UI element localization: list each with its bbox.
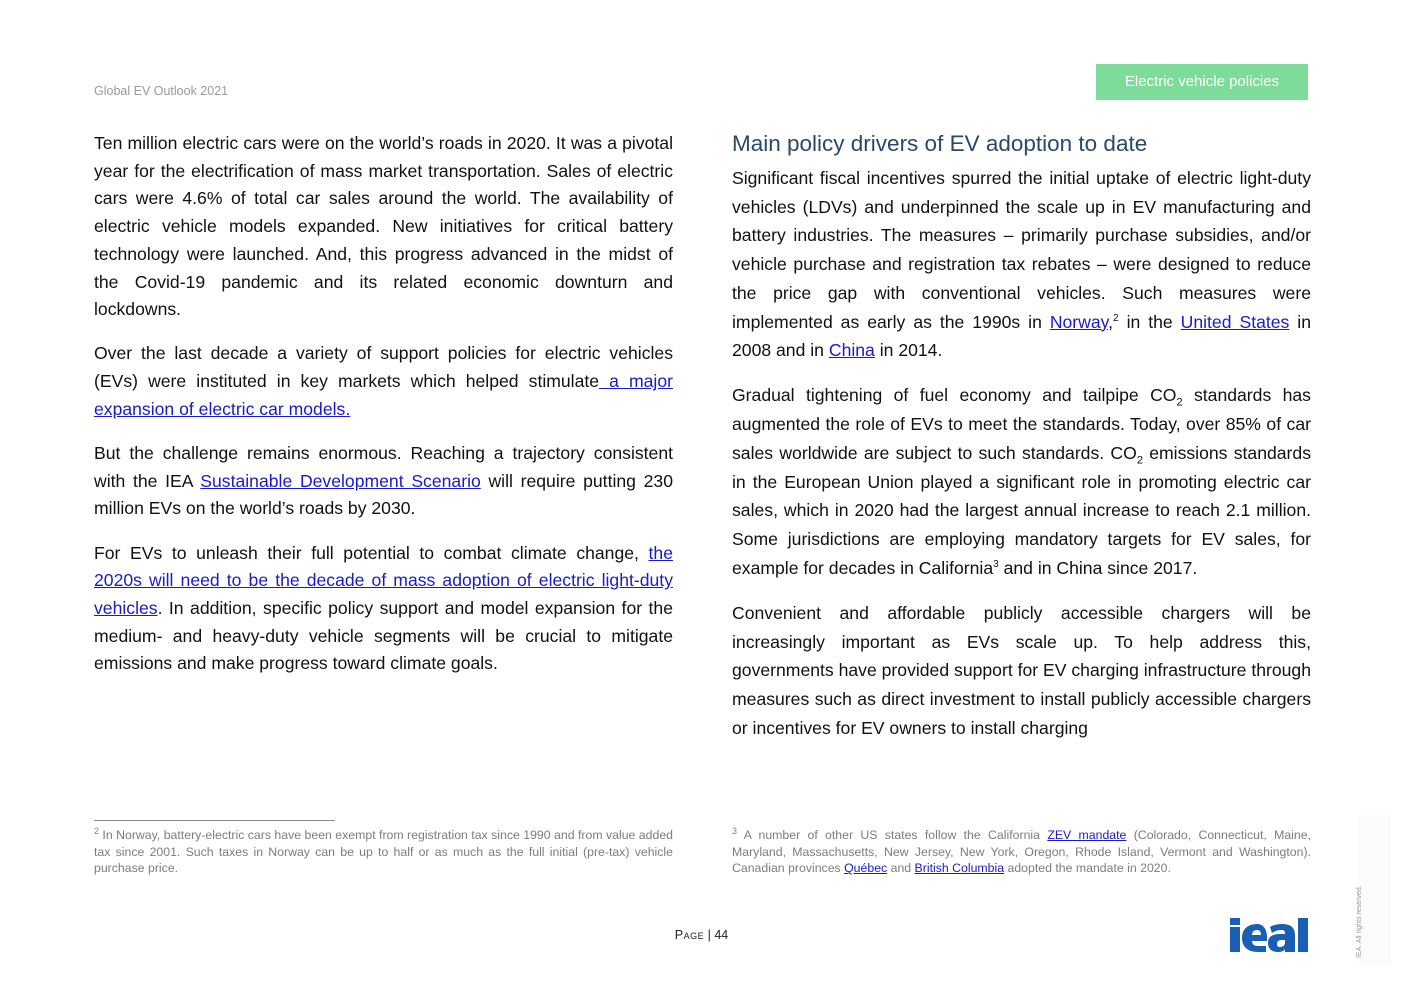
footnote-2: $^2$ In Norway, battery-electric cars have been exempt from registration tax since 1990 and from value added tax since 2001. Such taxes in Norway can be up to half or as much as the full initial (pre-tax) vehicle purchase price.: [94, 825, 673, 876]
paragraph: But the challenge remains enormous. Reaching a trajectory consistent with the IEA Sustainable Development Scenario will require putting 230 million EVs on the world’s roads by 2030.: [94, 443, 673, 519]
footnote-ref: 2: [1113, 312, 1119, 324]
sds-link[interactable]: Sustainable Development Scenario: [200, 470, 481, 491]
footnote-divider: [94, 820, 335, 821]
copyright-notice: IEA. All rights reserved.: [1356, 885, 1363, 958]
mass-adoption-link[interactable]: the 2020s will need to be the decade of mass adoption of electric light-duty vehicles: [94, 542, 673, 619]
section-tag: Electric vehicle policies: [1096, 64, 1308, 100]
iea-logo: [1230, 918, 1308, 952]
zev-mandate-link[interactable]: ZEV mandate: [1047, 828, 1127, 842]
section-heading: Main policy drivers of EV adoption to date: [732, 131, 1148, 156]
page-number: Page | 44: [674, 928, 729, 942]
china-link[interactable]: China: [828, 340, 875, 361]
paragraph: Significant fiscal incentives spurred the initial uptake of electric light-duty vehicles (LDVs) and underpinned the scale up in EV manufacturing and battery industries. The measures – primarily purchase subsidies, and/or vehicle purchase and registration tax rebates – were designed to reduce the price gap with conventional vehicles. Such measures were implemented as early as the 1990s in Norway,$^2$ in the United States in 2008 and in China in 2014.: [732, 168, 1311, 361]
quebec-link[interactable]: Québec: [844, 861, 888, 876]
right-column: [732, 128, 1311, 759]
paragraph: For EVs to unleash their full potential to combat climate change, the 2020s will need to be the decade of mass adoption of electric light-duty vehicles. In addition, specific policy support and model expansion for the medium- and heavy-duty vehicle segments will be crucial to mitigate emissions and make progress toward climate goals.: [94, 542, 673, 674]
norway-link[interactable]: Norway: [1049, 311, 1109, 332]
paragraph: Over the last decade a variety of support policies for electric vehicles (EVs) were instituted in key markets which helped stimulate a major expansion of electric car models.: [94, 343, 673, 419]
paragraph: Convenient and affordable publicly accessible chargers will be increasingly important as EVs scale up. To help address this, governments have provided support for EV charging infrastructure through measures such as direct investment to install publicly accessible chargers or incentives for EV owners to install charging: [732, 602, 1311, 738]
paragraph: Gradual tightening of fuel economy and tailpipe $CO_2$ standards has augmented the role of EVs to meet the standards. Today, over 85% of car sales worldwide are subject to such standards. $CO_2$ emissions standards in the European Union played a significant role in promoting electric car sales, which in 2020 had the largest annual increase to reach 2.1 million. Some jurisdictions are employing mandatory targets for EV sales, for example for decades in California$^3$ and in China since 2017.: [732, 385, 1311, 578]
united-states-link[interactable]: United States: [1180, 311, 1290, 332]
british-columbia-link[interactable]: British Columbia: [914, 861, 1005, 876]
publication-title: Global EV Outlook 2021: [94, 84, 229, 98]
model-expansion-link[interactable]: a major expansion of electric car models.: [94, 371, 673, 419]
footnote-ref: 3: [993, 558, 999, 570]
left-column: [94, 130, 673, 695]
footnote-3: $^3$ A number of other US states follow the California ZEV mandate (Colorado, Connecticut, Maine, Maryland, Massachusetts, New Jersey, New York, Oregon, Rhode Island, Vermont and Washington). Canadian provinces Québec and British Columbia adopted the mandate in 2020.: [732, 825, 1312, 876]
paragraph: Ten million electric cars were on the world’s roads in 2020. It was a pivotal year for the electrification of mass market transportation. Sales of electric cars were 4.6% of total car sales around the world. The availability of electric vehicle models expanded. New initiatives for critical battery technology were launched. And, this progress advanced in the midst of the Covid-19 pandemic and its related economic downturn and lockdowns.: [94, 133, 673, 320]
